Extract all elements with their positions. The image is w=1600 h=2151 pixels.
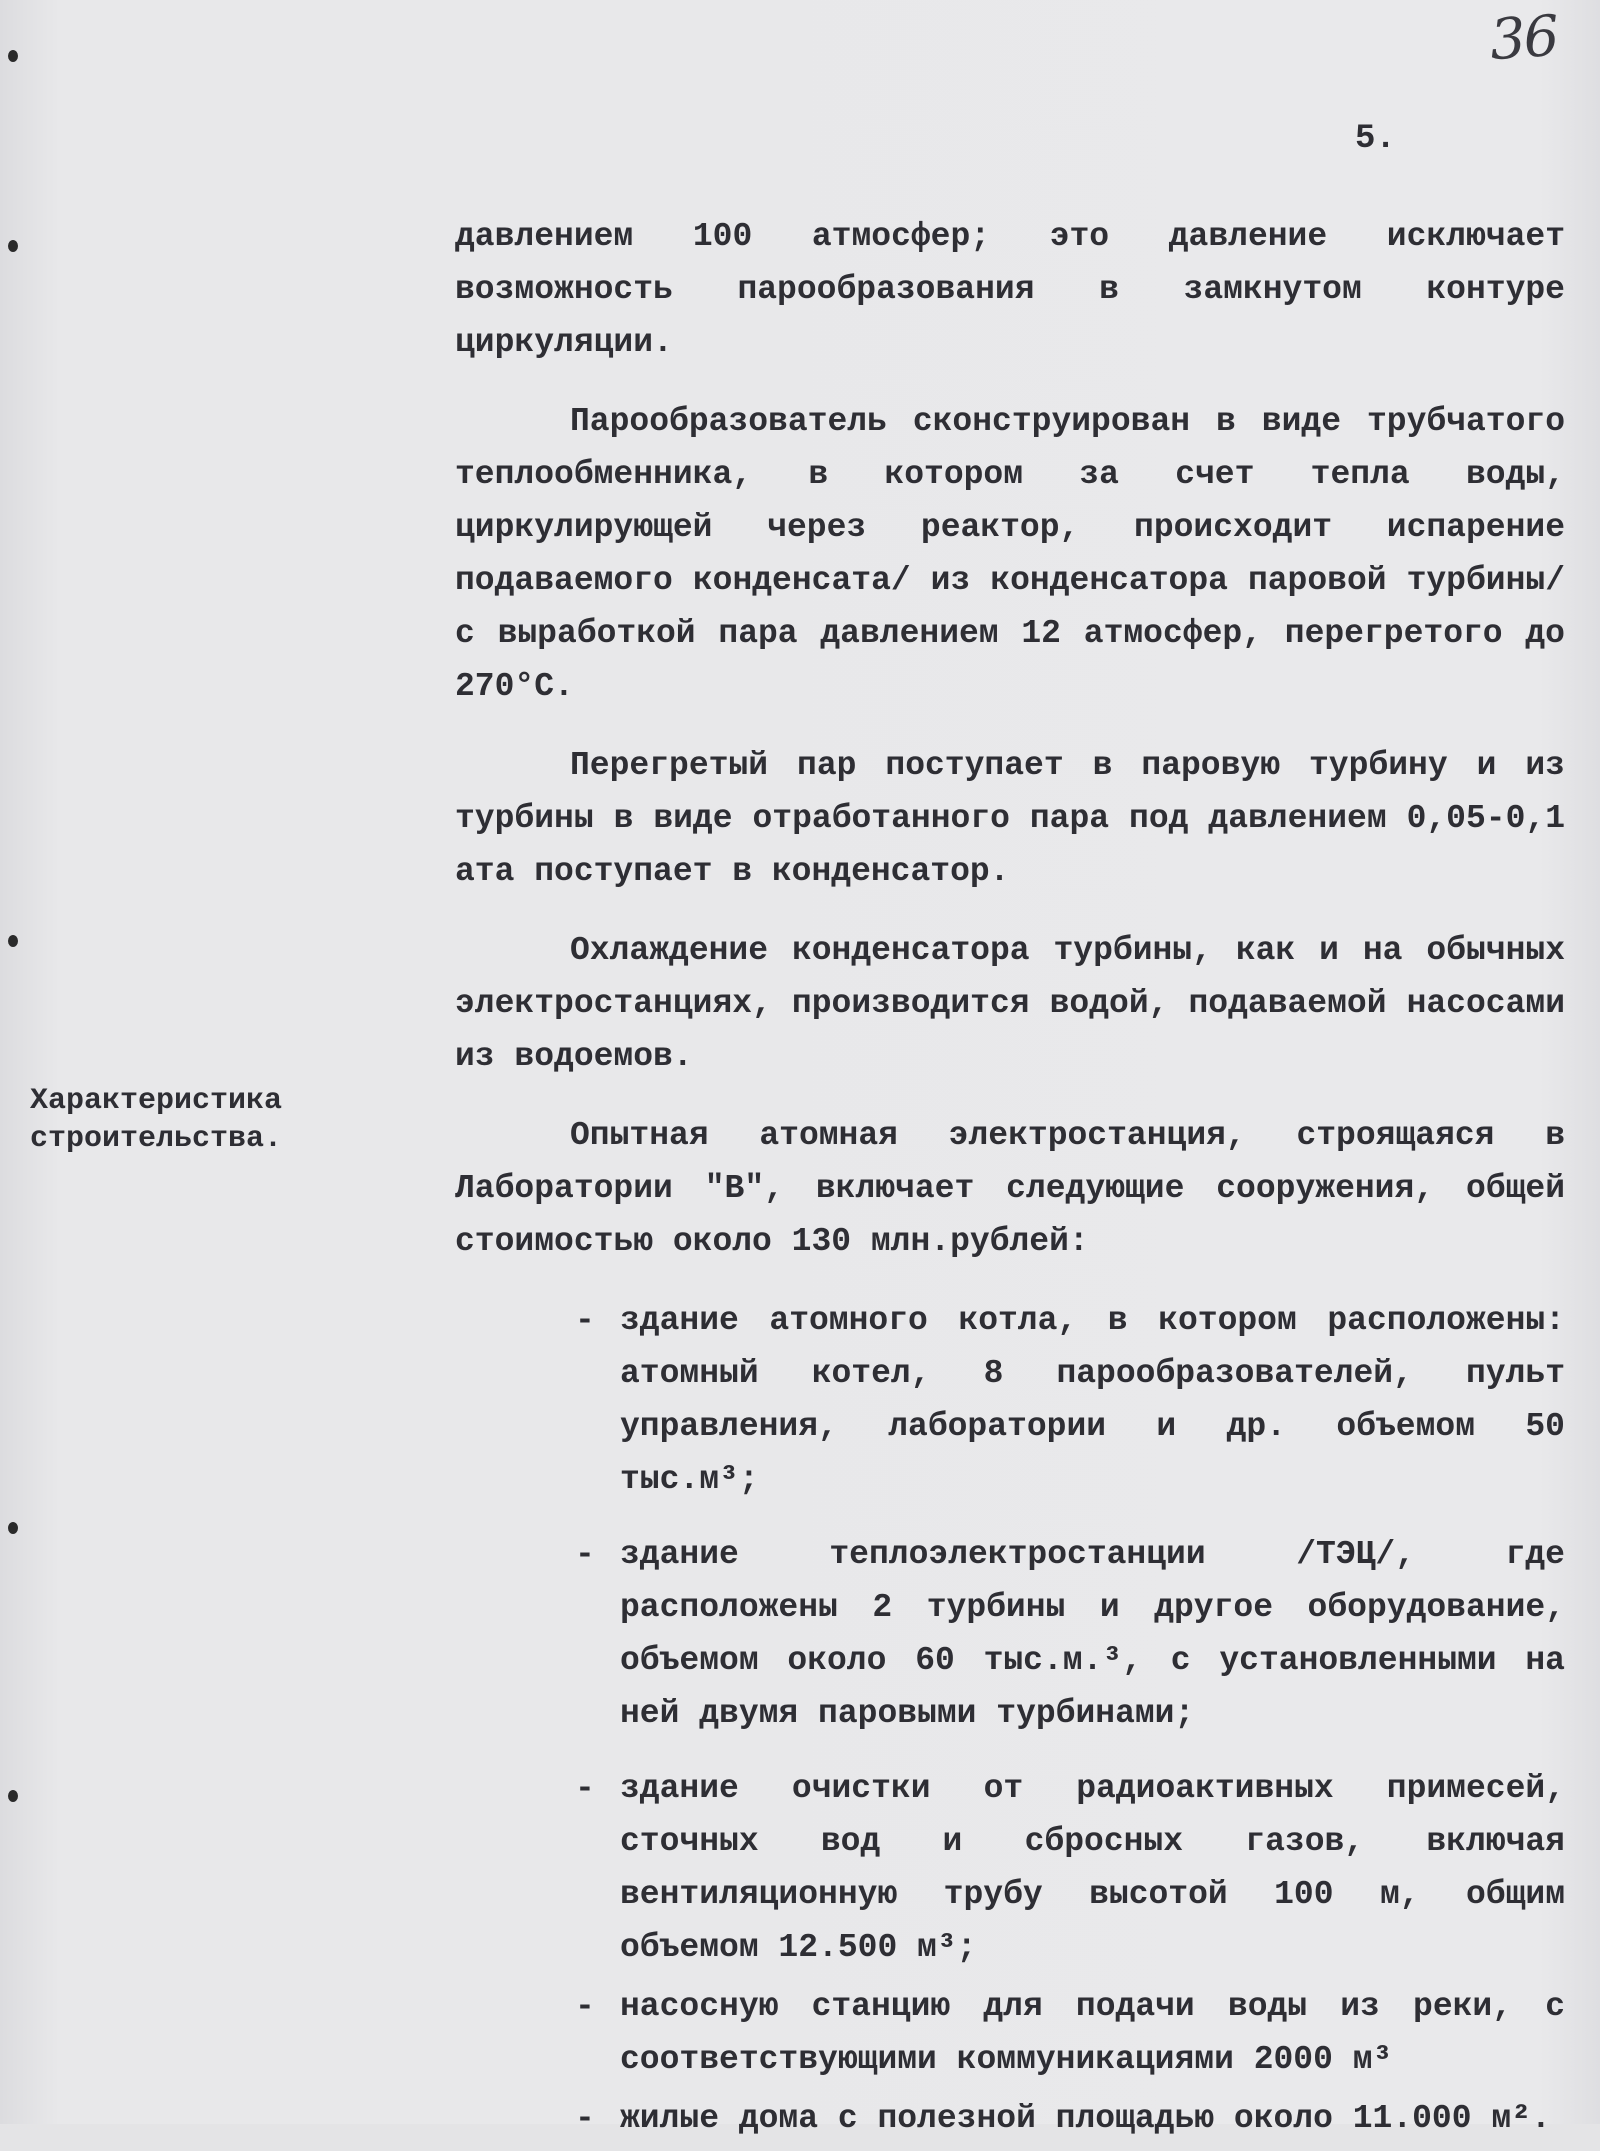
list-item — [455, 1528, 1565, 1740]
paragraph-construction: Опытная атомная электростанция, строящаяся в Лаборатории "В", включает следующие сооружения, общей стоимостью около 130 млн.рублей: — [455, 1117, 1565, 1260]
bullet-dash: - — [575, 1536, 595, 1573]
margin-note: Характеристика строительства. — [30, 1084, 283, 1156]
paragraph-steam-generator: Парообразователь сконструирован в виде трубчатого теплообменника, в котором за счет тепла воды, циркулирующей через реактор, происходит испарение подаваемого конденсата/ из конденсатора паровой турбины/ с выработкой пара давлением 12 атмосфер, перегретого до 270°С. — [455, 403, 1565, 705]
list-item — [455, 1980, 1565, 2086]
list-item — [455, 1294, 1565, 1506]
list-item — [455, 2092, 1565, 2145]
paragraph-continuation: давлением 100 атмосфер; это давление исключает возможность парообразования в замкнутом контуре циркуляции. — [455, 218, 1565, 361]
construction-list — [455, 1294, 1565, 2145]
list-item-text: здание атомного котла, в котором расположены: атомный котел, 8 парообразователей, пульт управления, лаборатории и др. объемом 50 тыс.м³; — [620, 1302, 1565, 1498]
list-item-text: жилые дома с полезной площадью около 11.000 м². — [620, 2100, 1551, 2137]
paragraph-cooling: Охлаждение конденсатора турбины, как и на обычных электростанциях, производится водой, подаваемой насосами из водоемов. — [455, 932, 1565, 1075]
list-item-text: здание теплоэлектростанции /ТЭЦ/, где расположены 2 турбины и другое оборудование, объемом около 60 тыс.м.³, с установленными на ней двумя паровыми турбинами; — [620, 1536, 1565, 1732]
bullet-dash: - — [575, 1770, 595, 1807]
bullet-dash: - — [575, 2100, 595, 2137]
list-item-text: насосную станцию для подачи воды из реки, с соответствующими коммуникациями 2000 м³ — [620, 1988, 1565, 2078]
list-item-text: здание очистки от радиоактивных примесей, сточных вод и сбросных газов, включая вентиляционную трубу высотой 100 м, общим объемом 12.500 м³; — [620, 1770, 1565, 1966]
bullet-dash: - — [575, 1302, 595, 1339]
archive-page-number: 36 — [1487, 3, 1560, 74]
body-text — [455, 210, 1565, 2151]
paragraph-turbine: Перегретый пар поступает в паровую турбину и из турбины в виде отработанного пара под давлением 0,05-0,1 ата поступает в конденсатор. — [455, 747, 1565, 890]
page-number: 5. — [1355, 120, 1396, 158]
list-item — [455, 1762, 1565, 1974]
bullet-dash: - — [575, 1988, 595, 2025]
